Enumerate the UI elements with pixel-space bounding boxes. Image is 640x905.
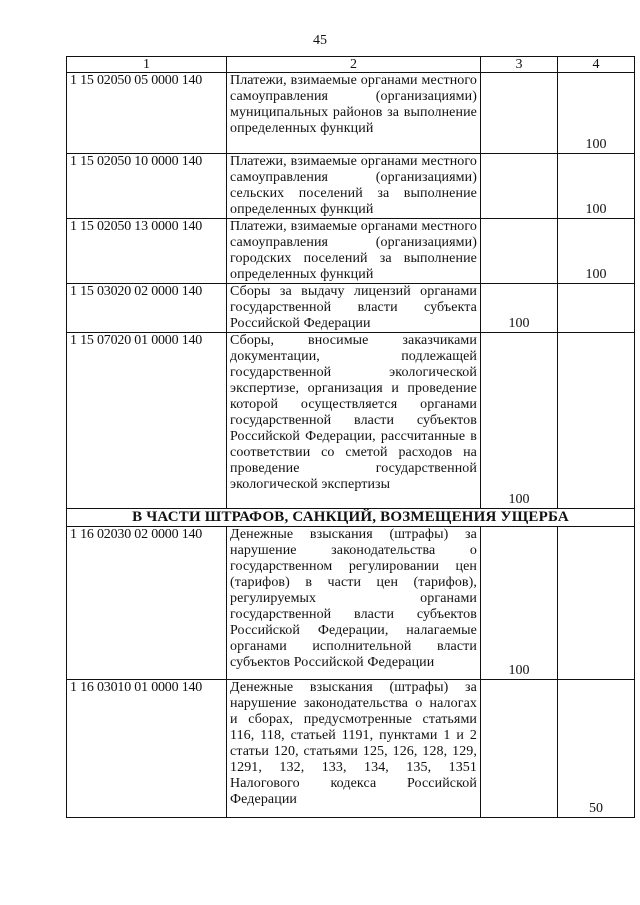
column-header-1: 1	[67, 57, 227, 73]
description-cell: Денежные взыскания (штрафы) за нарушение законодательства о налогах и сборах, предусмотренные статьями 116, 118, статьей 1191, пунктами 1 и 2 статьи 120, статьями 125, 126, 128, 129, 1291, 132, 133, 134, 135, 1351 Налогового кодекса Российской Федерации	[227, 680, 481, 818]
table-row	[67, 680, 635, 818]
description-cell: Денежные взыскания (штрафы) за нарушение законодательства о государственном регулировании цен (тарифов) в части цен (тарифов), регулируемых органами государственной власти субъектов Российской Федерации, налагаемые органами исполнительной власти субъектов Российской Федерации	[227, 527, 481, 680]
column-header-3: 3	[481, 57, 558, 73]
budget-code-cell: 1 15 07020 01 0000 140	[67, 333, 227, 509]
description-cell: Сборы за выдачу лицензий органами государственной власти субъекта Российской Федерации	[227, 284, 481, 333]
value-cell-col3: 100	[481, 527, 558, 680]
section-header-row	[67, 509, 635, 527]
value-cell-col3	[481, 154, 558, 219]
budget-code-cell: 1 15 02050 13 0000 140	[67, 219, 227, 284]
table-row	[67, 284, 635, 333]
column-header-4: 4	[558, 57, 635, 73]
value-cell-col4: 50	[558, 680, 635, 818]
description-cell: Платежи, взимаемые органами местного самоуправления (организациями) городских поселений за выполнение определенных функций	[227, 219, 481, 284]
column-header-2: 2	[227, 57, 481, 73]
value-cell-col3	[481, 219, 558, 284]
budget-code-cell: 1 15 02050 10 0000 140	[67, 154, 227, 219]
value-cell-col4: 100	[558, 154, 635, 219]
table-row	[67, 527, 635, 680]
value-cell-col3: 100	[481, 333, 558, 509]
budget-code-cell: 1 15 02050 05 0000 140	[67, 73, 227, 154]
budget-code-cell: 1 15 03020 02 0000 140	[67, 284, 227, 333]
page-number: 45	[313, 33, 327, 48]
description-cell: Платежи, взимаемые органами местного самоуправления (организациями) муниципальных районов за выполнение определенных функций	[227, 73, 481, 154]
table-row	[67, 73, 635, 154]
value-cell-col3: 100	[481, 284, 558, 333]
table-row	[67, 154, 635, 219]
budget-code-cell: 1 16 03010 01 0000 140	[67, 680, 227, 818]
section-title: В ЧАСТИ ШТРАФОВ, САНКЦИЙ, ВОЗМЕЩЕНИЯ УЩЕРБА	[67, 509, 635, 527]
value-cell-col4	[558, 284, 635, 333]
budget-code-cell: 1 16 02030 02 0000 140	[67, 527, 227, 680]
value-cell-col3	[481, 73, 558, 154]
description-cell: Сборы, вносимые заказчиками документации, подлежащей государственной экологической экспертизе, организация и проведение которой осуществляется органами государственной власти субъектов Российской Федерации, рассчитанные в соответствии со сметой расходов на проведение государственной экологической экспертизы	[227, 333, 481, 509]
value-cell-col4	[558, 527, 635, 680]
value-cell-col4: 100	[558, 73, 635, 154]
value-cell-col3	[481, 680, 558, 818]
value-cell-col4: 100	[558, 219, 635, 284]
value-cell-col4	[558, 333, 635, 509]
description-cell: Платежи, взимаемые органами местного самоуправления (организациями) сельских поселений за выполнение определенных функций	[227, 154, 481, 219]
table-row	[67, 219, 635, 284]
table-row	[67, 333, 635, 509]
revenue-table	[66, 56, 635, 818]
table-header-row	[67, 57, 635, 73]
